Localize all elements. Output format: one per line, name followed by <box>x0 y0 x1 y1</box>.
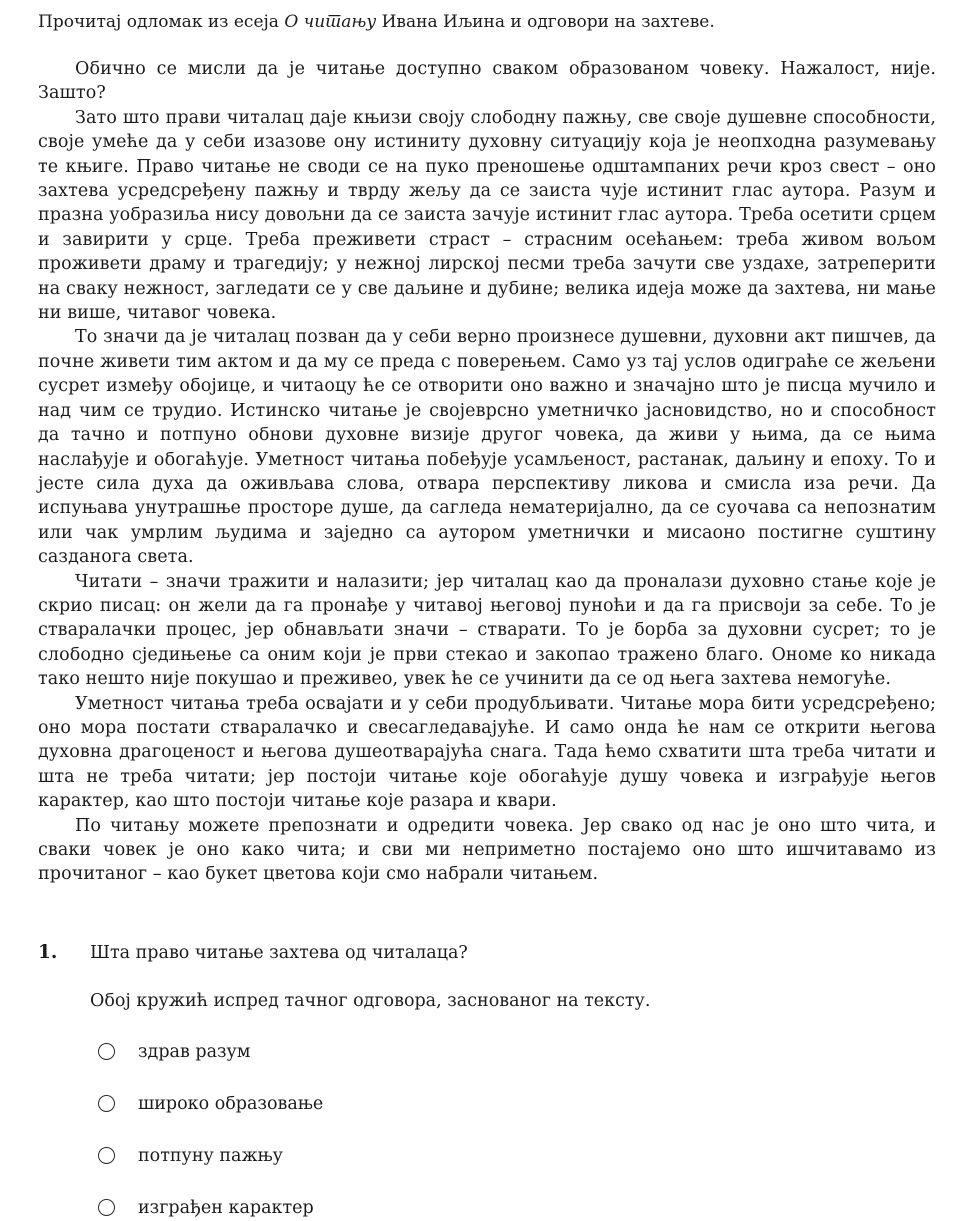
intro-suffix: Ивана Иљина и одговори на захтеве. <box>376 12 715 32</box>
passage-paragraph: По читању можете препознати и одредити човека. Јер свако од нас је оно што чита, и сваки човек је оно како чита; и сви ми неприметно постајемо оно што ишчитавамо из прочитаног – као букет цветова који смо набрали читањем. <box>38 815 936 885</box>
answer-option[interactable] <box>98 1091 936 1117</box>
option-label: изграђен карактер <box>138 1197 314 1218</box>
question-text: Шта право читање захтева од читалаца? <box>90 942 468 963</box>
passage-paragraph: Обично се мисли да је читање доступно сваком образованом човеку. Нажалост, није. Зашто? <box>38 59 936 104</box>
passage-paragraph: Зато што прави читалац даје књизи своју слободну пажњу, све своје душевне способности, своје умеће да у себи изазове ону истиниту духовну ситуацију која је неопходна разумевању те књиге. Право читање не своди се на пуко преношење одштампаних речи кроз свест – оно захтева усредсређену пажњу и тврду жељу да се заиста чује истинит глас аутора. Разум и празна уобразиља нису довољни да се заиста зачује истинит глас аутора. Треба осетити срцем и завирити у срце. Треба преживети страст – страсним осећањем: треба живом вољом проживети драму и трагедију; у нежној лирској песми треба зачути све уздахе, затреперити на сваку нежност, загледати се у све даљине и дубине; велика идеја може да захтева, ни мање ни више, читавог човека. <box>38 107 936 324</box>
essay-title: О читању <box>284 12 377 32</box>
radio-button-icon[interactable] <box>98 1043 115 1060</box>
passage-paragraph: Уметност читања треба освајати и у себи продубљивати. Читање мора бити усредсређено; оно мора постати стваралачко и свесагледавајуће. И само онда ће нам се открити његова духовна драгоценост и његова душеотварајућа снага. Тада ћемо схватити шта треба читати и шта не треба читати; јер постоји читање које обогаћује душу човека и изграђује његов карактер, као што постоји читање које разара и квари. <box>38 693 936 812</box>
passage-paragraph: Читати – значи тражити и налазити; јер читалац као да проналази духовно стање које је скрио писац: он жели да га пронађе у читавој његовој пуноћи и да га присвоји за себе. То је стваралачки процес, јер обнављати значи – стварати. То је борба за духовни сусрет; то је слободно сједињење са оним који је први стекао и закопао тражено благо. Ономе ко никада тако нешто није покушао и преживео, увек ће се учинити да се од њега захтева немогуће. <box>38 571 936 690</box>
question-row <box>38 941 936 965</box>
passage-paragraph: То значи да је читалац позван да у себи верно произнесе душевни, духовни акт пишчев, да почне живети тим актом и да му се преда с поверењем. Само уз тај услов одиграће се жељени сусрет између обојице, и читаоцу ће се отворити оно важно и значајно што је писца мучило и над чим се трудио. Истинско читање је својеврсно уметничко јасновидство, но и способност да тачно и потпуно обнови духовне визије другог човека, да живи у њима, да се њима наслађује и обогаћује. Уметност читања побеђује усамљеност, растанак, даљину и епоху. То и јесте сила духа да оживљава слова, отвара перспективу ликова и смисла иза речи. Да испуњава унутрашње просторе душе, да сагледа нематеријално, да се суочава са непознатим или чак умрлим људима и заједно са аутором уметнички и мисаоно постигне суштину сазданога света. <box>38 327 936 568</box>
intro-prefix: Прочитај одломак из есеја <box>38 12 285 32</box>
answer-option[interactable] <box>98 1039 936 1065</box>
radio-button-icon[interactable] <box>98 1199 115 1216</box>
question-number: 1. <box>38 941 58 963</box>
radio-button-icon[interactable] <box>98 1147 115 1164</box>
answer-options <box>98 1039 936 1221</box>
radio-button-icon[interactable] <box>98 1095 115 1112</box>
intro-line <box>38 10 936 34</box>
reading-passage <box>38 57 936 887</box>
question-instruction: Обој кружић испред тачног одговора, заснованог на тексту. <box>90 990 651 1011</box>
answer-option[interactable] <box>98 1195 936 1221</box>
option-label: широко образовање <box>138 1093 324 1114</box>
answer-option[interactable] <box>98 1143 936 1169</box>
option-label: потпуну пажњу <box>138 1145 283 1166</box>
question-block <box>38 941 936 1221</box>
option-label: здрав разум <box>138 1041 251 1062</box>
